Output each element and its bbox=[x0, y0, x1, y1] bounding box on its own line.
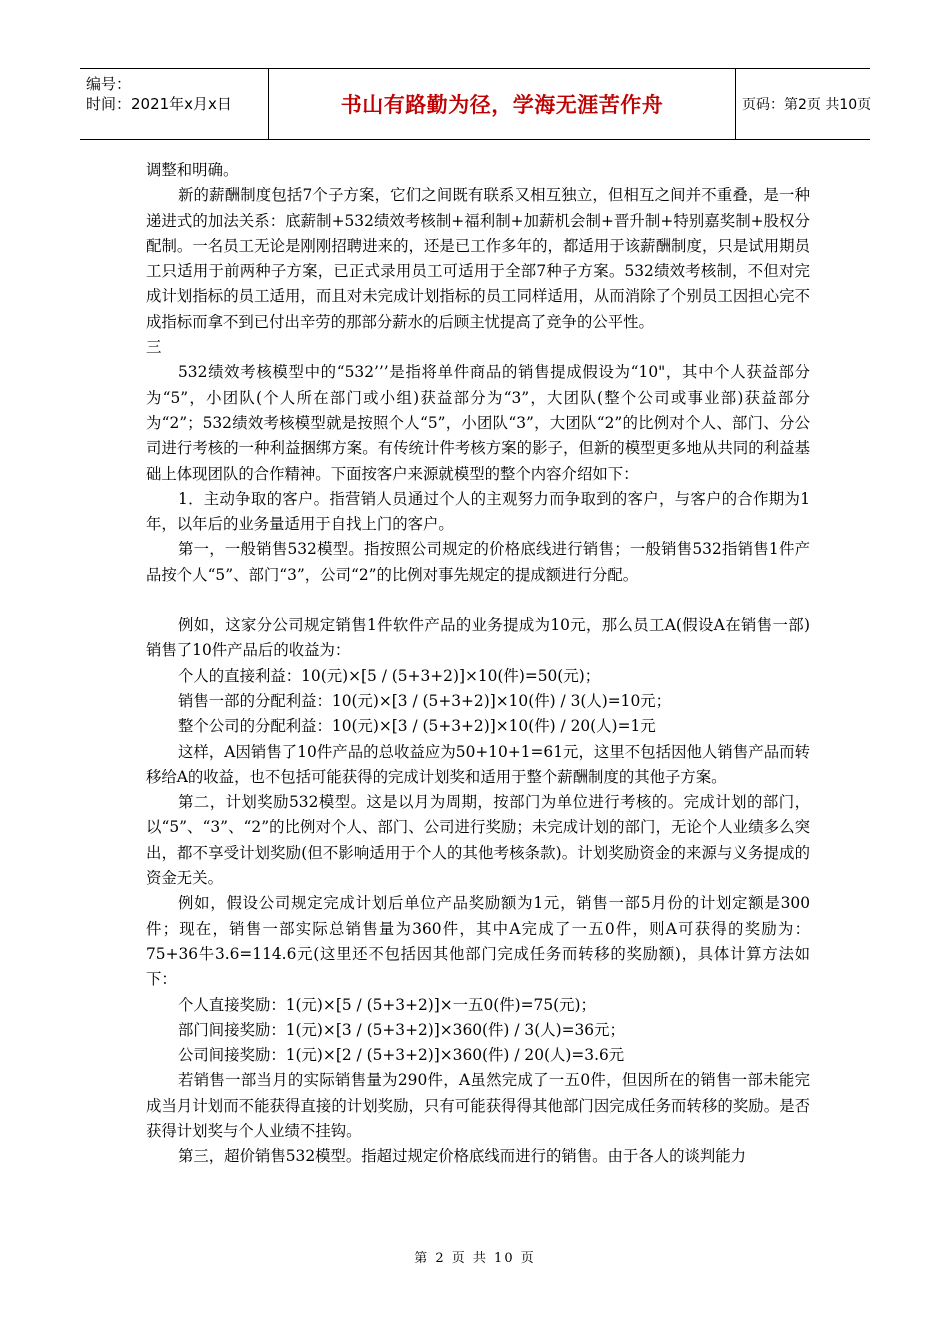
paragraph-salary-system: 新的薪酬制度包括7个子方案，它们之间既有联系又相互独立，但相互之间并不重叠，是一种递进式的加法关系：底薪制+532绩效考核制+福利制+加薪机会制+晋升制+特别嘉奖制+股权分配制。一名员工无论是刚刚招聘进来的，还是已工作多年的，都适用于该薪酬制度，只是试用期员工只适用于前两种子方案，已正式录用员工可适用于全部7种子方案。532绩效考核制，不但对完成计划指标的员工适用，而且对未完成计划指标的员工同样适用，从而消除了个别员工因担心完不成指标而拿不到已付出辛劳的那部分薪水的后顾主忧提高了竞争的公平性。 bbox=[146, 186, 810, 331]
document-number-label: 编号： bbox=[86, 75, 132, 93]
header-motto: 书山有路勤为径，学海无涯苦作舟 bbox=[340, 93, 664, 117]
header-meta bbox=[80, 69, 268, 139]
document-date-label: 时间：2021年x月x日 bbox=[86, 95, 232, 113]
formula-department-benefit: 销售一部的分配利益：10(元)×[3 / (5+3+2)]×10(件) / 3(人)=10元； bbox=[178, 691, 672, 710]
paragraph-example-two: 例如，假设公司规定完成计划后单位产品奖励额为1元，销售一部5月份的计划定额是300件；现在，销售一部实际总销售量为360件，其中A完成了一五0件，则A可获得的奖励为：75+36牛3.6=114.6元(这里还不包括因其他部门完成任务而转移的奖励额)，具体计算方法如下： bbox=[146, 894, 810, 989]
document-body bbox=[146, 158, 810, 1170]
formula-company-benefit: 整个公司的分配利益：10(元)×[3 / (5+3+2)]×10(件) / 20(人)=1元 bbox=[178, 717, 656, 736]
paragraph-spacer bbox=[146, 588, 810, 613]
paragraph-plan-reward-model: 第二，计划奖励532模型。这是以月为周期，按部门为单位进行考核的。完成计划的部门，以“5”、“3”、“2”的比例对个人、部门、公司进行奖励；未完成计划的部门，无论个人业绩多么突出，都不享受计划奖励(但不影响适用于个人的其他考核条款)。计划奖励资金的来源与义务提成的资金无关。 bbox=[146, 793, 810, 888]
paragraph-total-benefit: 这样，A因销售了10件产品的总收益应为50+10+1=61元，这里不包括因他人销售产品而转移给A的收益，也不包括可能获得的完成计划奖和适用于整个薪酬制度的其他子方案。 bbox=[146, 742, 810, 786]
paragraph-premium-sales-model: 第三，超价销售532模型。指超过规定价格底线而进行的销售。由于各人的谈判能力 bbox=[178, 1147, 747, 1166]
section-heading-three: 三 bbox=[146, 338, 162, 357]
page-header bbox=[80, 68, 870, 140]
paragraph-532-model-intro: 532绩效考核模型中的“532’’’是指将单件商品的销售提成假设为“10"，其中个人获益部分为“5”，小团队(个人所在部门或小组)获益部分为“3”，大团队(整个公司或事业部)获益部分为“2”；532绩效考核模型就是按照个人“5”，小团队“3”，大团队“2”的比例对个人、部门、分公司进行考核的一种利益捆绑方案。有传统计件考核方案的影子，但新的模型更多地从共同的利益基础上体现团队的合作精神。下面按客户来源就模型的整个内容介绍如下： bbox=[146, 363, 810, 483]
paragraph-example-one: 例如，这家分公司规定销售1件软件产品的业务提成为10元，那么员工A(假设A在销售一部)销售了10件产品后的收益为： bbox=[146, 616, 810, 660]
paragraph-general-sales-model: 第一，一般销售532模型。指按照公司规定的价格底线进行销售；一般销售532指销售1件产品按个人“5”、部门“3”，公司“2”的比例对事先规定的提成额进行分配。 bbox=[146, 540, 810, 584]
formula-personal-benefit: 个人的直接利益：10(元)×[5 / (5+3+2)]×10(件)=50(元)； bbox=[178, 666, 601, 685]
paragraph-plan-not-met: 若销售一部当月的实际销售量为290件，A虽然完成了一五0件，但因所在的销售一部未能完成当月计划而不能获得直接的计划奖励，只有可能获得得其他部门因完成任务而转移的奖励。是否获得计划奖与个人业绩不挂钩。 bbox=[146, 1071, 810, 1140]
paragraph-active-customers: 1．主动争取的客户。指营销人员通过个人的主观努力而争取到的客户，与客户的合作期为1年，以年后的业务量适用于自找上门的客户。 bbox=[146, 489, 810, 534]
paragraph-continuation: 调整和明确。 bbox=[146, 161, 239, 179]
header-motto-cell bbox=[268, 69, 736, 139]
formula-personal-reward: 个人直接奖励：1(元)×[5 / (5+3+2)]×一五0(件)=75(元)； bbox=[178, 995, 596, 1014]
header-page-number: 页码：第2页 共10页 bbox=[742, 97, 872, 113]
formula-department-reward: 部门间接奖励：1(元)×[3 / (5+3+2)]×360(件) / 3(人)=36元； bbox=[178, 1020, 625, 1039]
page-footer: 第 2 页 共 10 页 bbox=[414, 1251, 536, 1266]
formula-company-reward: 公司间接奖励：1(元)×[2 / (5+3+2)]×360(件) / 20(人)=3.6元 bbox=[178, 1046, 625, 1065]
